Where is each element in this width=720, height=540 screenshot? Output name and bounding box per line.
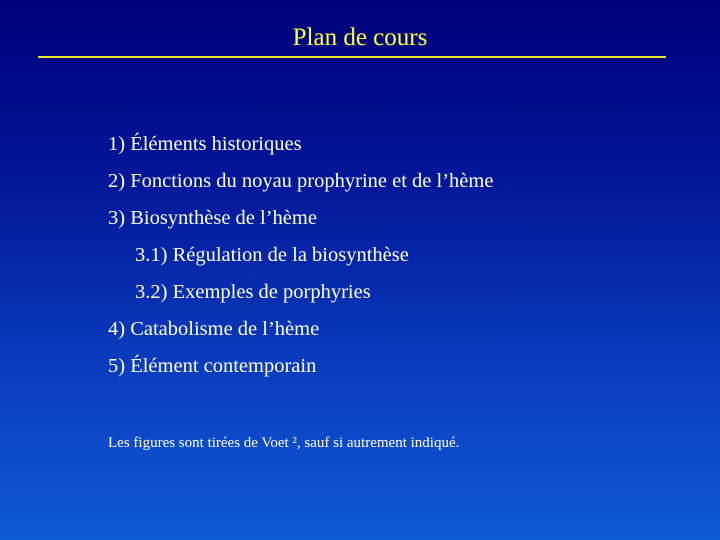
slide-title: Plan de cours: [292, 24, 428, 51]
outline-subitem: 3.2) Exemples de porphyries: [135, 281, 371, 303]
outline-item: 3) Biosynthèse de l’hème: [108, 207, 317, 229]
outline-item: 2) Fonctions du noyau prophyrine et de l’hème: [108, 170, 494, 192]
outline-item: 1) Éléments historiques: [108, 133, 302, 155]
figure-source-note: Les figures sont tirées de Voet ², sauf si autrement indiqué.: [108, 435, 460, 451]
title-underline: [38, 56, 666, 58]
outline-subitem: 3.1) Régulation de la biosynthèse: [135, 244, 409, 266]
course-outline-list: [108, 129, 493, 388]
outline-item: 4) Catabolisme de l’hème: [108, 318, 320, 340]
outline-item: 5) Élément contemporain: [108, 355, 317, 377]
